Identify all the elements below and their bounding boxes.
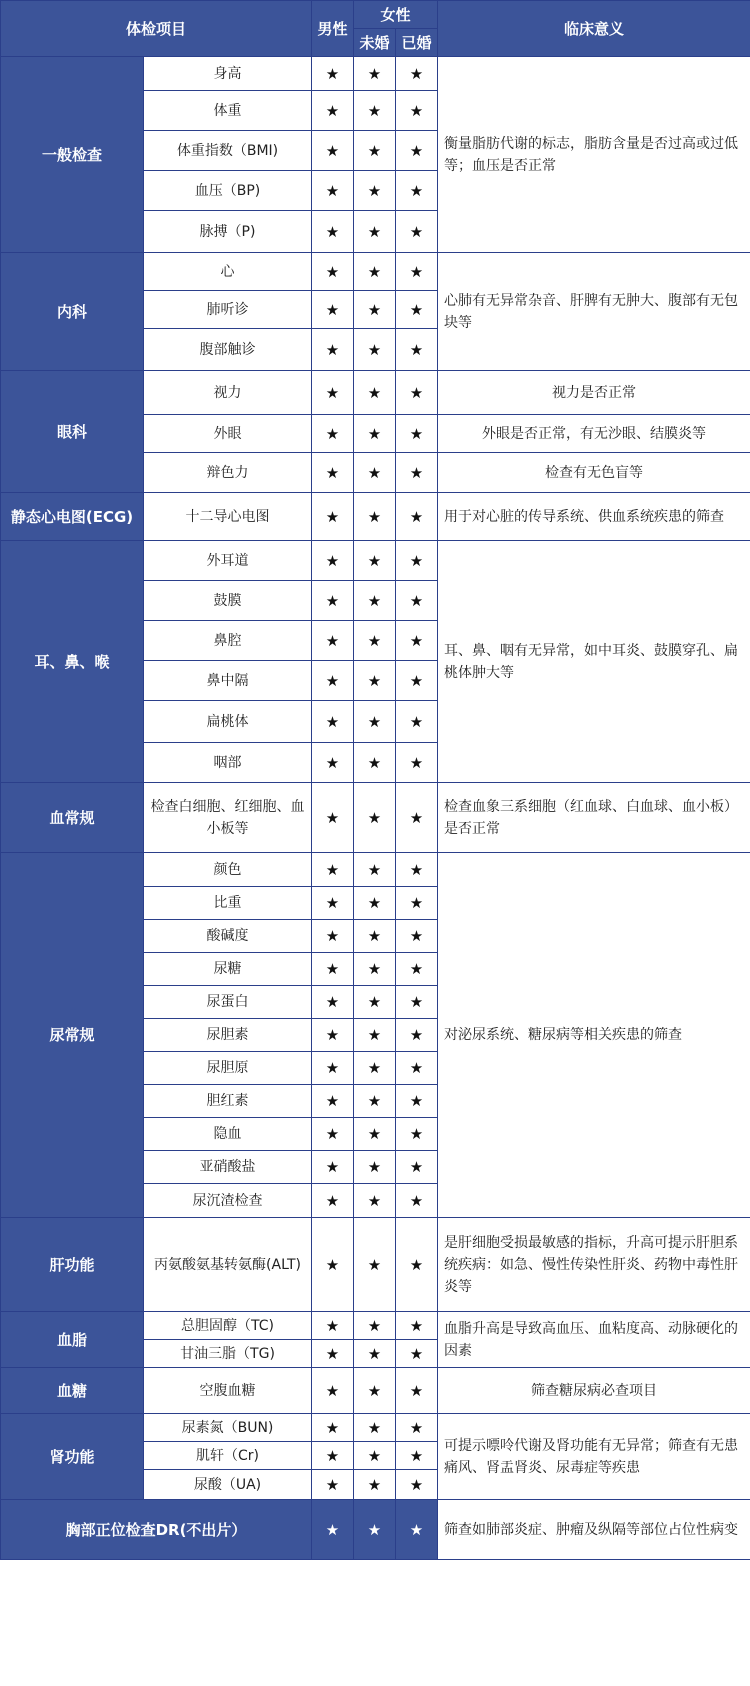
star-married: ★	[396, 920, 438, 953]
star-married: ★	[396, 1019, 438, 1052]
star-male: ★	[312, 1052, 354, 1085]
star-unmarried: ★	[354, 986, 396, 1019]
star-male: ★	[312, 1470, 354, 1500]
star-unmarried: ★	[354, 91, 396, 131]
item-cell: 检查白细胞、红细胞、血小板等	[144, 783, 312, 853]
star-male: ★	[312, 581, 354, 621]
star-married: ★	[396, 581, 438, 621]
star-unmarried: ★	[354, 493, 396, 541]
table-row	[1, 541, 750, 581]
table-row	[1, 1312, 750, 1340]
item-cell: 尿糖	[144, 953, 312, 986]
star-unmarried: ★	[354, 1414, 396, 1442]
star-married: ★	[396, 887, 438, 920]
star-unmarried: ★	[354, 541, 396, 581]
item-cell: 扁桃体	[144, 701, 312, 743]
table-row	[1, 1368, 750, 1414]
star-married: ★	[396, 541, 438, 581]
star-married: ★	[396, 661, 438, 701]
star-unmarried: ★	[354, 621, 396, 661]
star-married: ★	[396, 1151, 438, 1184]
star-male: ★	[312, 1019, 354, 1052]
star-male: ★	[312, 1340, 354, 1368]
star-male: ★	[312, 371, 354, 415]
star-unmarried: ★	[354, 57, 396, 91]
item-cell: 颜色	[144, 853, 312, 887]
star-male: ★	[312, 211, 354, 253]
star-married: ★	[396, 1118, 438, 1151]
item-cell: 辩色力	[144, 453, 312, 493]
star-unmarried: ★	[354, 743, 396, 783]
meaning-cell: 检查血象三系细胞（红血球、白血球、血小板）是否正常	[438, 783, 750, 853]
item-cell: 身高	[144, 57, 312, 91]
star-unmarried: ★	[354, 1368, 396, 1414]
star-male: ★	[312, 853, 354, 887]
item-cell: 总胆固醇（TC)	[144, 1312, 312, 1340]
star-unmarried: ★	[354, 1470, 396, 1500]
table-row	[1, 253, 750, 291]
category-cell: 静态心电图(ECG)	[1, 493, 144, 541]
star-male: ★	[312, 1368, 354, 1414]
star-unmarried: ★	[354, 783, 396, 853]
header-meaning: 临床意义	[438, 1, 750, 57]
item-cell: 体重	[144, 91, 312, 131]
meaning-cell: 检查有无色盲等	[438, 453, 750, 493]
item-cell: 酸碱度	[144, 920, 312, 953]
star-male: ★	[312, 57, 354, 91]
star-married: ★	[396, 415, 438, 453]
item-cell: 比重	[144, 887, 312, 920]
item-cell: 鼻中隔	[144, 661, 312, 701]
star-male: ★	[312, 621, 354, 661]
star-unmarried: ★	[354, 1085, 396, 1118]
star-married: ★	[396, 743, 438, 783]
category-cell: 肾功能	[1, 1414, 144, 1500]
item-cell: 十二导心电图	[144, 493, 312, 541]
star-married: ★	[396, 211, 438, 253]
item-cell: 肺听诊	[144, 291, 312, 329]
table-row	[1, 1500, 750, 1560]
star-married: ★	[396, 371, 438, 415]
star-male: ★	[312, 453, 354, 493]
star-married: ★	[396, 1340, 438, 1368]
star-unmarried: ★	[354, 581, 396, 621]
meaning-cell: 外眼是否正常，有无沙眼、结膜炎等	[438, 415, 750, 453]
star-unmarried: ★	[354, 661, 396, 701]
item-cell: 尿蛋白	[144, 986, 312, 1019]
star-married: ★	[396, 1312, 438, 1340]
star-male: ★	[312, 1218, 354, 1312]
item-cell: 甘油三脂（TG)	[144, 1340, 312, 1368]
star-unmarried: ★	[354, 329, 396, 371]
star-married: ★	[396, 953, 438, 986]
star-married: ★	[396, 1442, 438, 1470]
star-unmarried: ★	[354, 1312, 396, 1340]
star-male: ★	[312, 1118, 354, 1151]
star-unmarried: ★	[354, 1019, 396, 1052]
star-male: ★	[312, 1085, 354, 1118]
star-unmarried: ★	[354, 701, 396, 743]
table-row	[1, 1218, 750, 1312]
category-cell: 眼科	[1, 371, 144, 493]
star-married: ★	[396, 701, 438, 743]
header-female: 女性	[354, 1, 438, 29]
star-male: ★	[312, 1442, 354, 1470]
star-male: ★	[312, 541, 354, 581]
category-cell: 肝功能	[1, 1218, 144, 1312]
star-male: ★	[312, 743, 354, 783]
item-cell: 尿胆素	[144, 1019, 312, 1052]
item-cell: 尿酸（UA)	[144, 1470, 312, 1500]
star-married: ★	[396, 1218, 438, 1312]
header-married: 已婚	[396, 29, 438, 57]
star-male: ★	[312, 783, 354, 853]
star-married: ★	[396, 1368, 438, 1414]
star-male: ★	[312, 493, 354, 541]
star-male: ★	[312, 171, 354, 211]
star-male: ★	[312, 701, 354, 743]
star-married: ★	[396, 1184, 438, 1218]
star-unmarried: ★	[354, 1442, 396, 1470]
star-unmarried: ★	[354, 415, 396, 453]
item-cell: 鼓膜	[144, 581, 312, 621]
star-married: ★	[396, 493, 438, 541]
star-married: ★	[396, 171, 438, 211]
star-married: ★	[396, 1500, 438, 1560]
item-cell: 尿沉渣检查	[144, 1184, 312, 1218]
star-unmarried: ★	[354, 1151, 396, 1184]
table-row	[1, 371, 750, 415]
star-married: ★	[396, 57, 438, 91]
star-unmarried: ★	[354, 453, 396, 493]
star-married: ★	[396, 1052, 438, 1085]
star-male: ★	[312, 986, 354, 1019]
star-male: ★	[312, 329, 354, 371]
meaning-cell: 对泌尿系统、糖尿病等相关疾患的筛查	[438, 853, 750, 1218]
star-unmarried: ★	[354, 371, 396, 415]
star-unmarried: ★	[354, 291, 396, 329]
table-row	[1, 783, 750, 853]
star-married: ★	[396, 253, 438, 291]
item-cell: 血压（BP)	[144, 171, 312, 211]
item-cell: 丙氨酸氨基转氨酶(ALT)	[144, 1218, 312, 1312]
star-male: ★	[312, 920, 354, 953]
table-row	[1, 1414, 750, 1442]
star-unmarried: ★	[354, 1184, 396, 1218]
category-cell: 血糖	[1, 1368, 144, 1414]
item-cell: 外眼	[144, 415, 312, 453]
item-cell: 肌轩（Cr)	[144, 1442, 312, 1470]
star-male: ★	[312, 253, 354, 291]
table-row	[1, 493, 750, 541]
table-row	[1, 853, 750, 887]
star-unmarried: ★	[354, 1340, 396, 1368]
item-cell: 咽部	[144, 743, 312, 783]
meaning-cell: 血脂升高是导致高血压、血粘度高、动脉硬化的因素	[438, 1312, 750, 1368]
category-cell: 血常规	[1, 783, 144, 853]
star-married: ★	[396, 291, 438, 329]
meaning-cell: 筛查糖尿病必查项目	[438, 1368, 750, 1414]
star-male: ★	[312, 1500, 354, 1560]
star-male: ★	[312, 1312, 354, 1340]
star-married: ★	[396, 329, 438, 371]
star-married: ★	[396, 1470, 438, 1500]
star-unmarried: ★	[354, 1118, 396, 1151]
star-married: ★	[396, 1085, 438, 1118]
star-unmarried: ★	[354, 920, 396, 953]
category-cell: 尿常规	[1, 853, 144, 1218]
star-male: ★	[312, 291, 354, 329]
table-body	[1, 57, 750, 1560]
item-cell: 亚硝酸盐	[144, 1151, 312, 1184]
item-cell: 隐血	[144, 1118, 312, 1151]
meaning-cell: 筛查如肺部炎症、肿瘤及纵隔等部位占位性病变	[438, 1500, 750, 1560]
header-unmarried: 未婚	[354, 29, 396, 57]
item-cell: 尿胆原	[144, 1052, 312, 1085]
item-cell: 体重指数（BMI)	[144, 131, 312, 171]
star-married: ★	[396, 453, 438, 493]
item-cell: 心	[144, 253, 312, 291]
meaning-cell: 用于对心脏的传导系统、供血系统疾患的筛查	[438, 493, 750, 541]
star-unmarried: ★	[354, 1500, 396, 1560]
star-male: ★	[312, 1151, 354, 1184]
item-cell: 腹部触诊	[144, 329, 312, 371]
star-unmarried: ★	[354, 1218, 396, 1312]
star-male: ★	[312, 415, 354, 453]
star-male: ★	[312, 1184, 354, 1218]
star-unmarried: ★	[354, 1052, 396, 1085]
category-cell: 内科	[1, 253, 144, 371]
star-married: ★	[396, 986, 438, 1019]
header-male: 男性	[312, 1, 354, 57]
category-cell: 血脂	[1, 1312, 144, 1368]
star-unmarried: ★	[354, 253, 396, 291]
star-married: ★	[396, 853, 438, 887]
star-unmarried: ★	[354, 211, 396, 253]
item-cell: 胆红素	[144, 1085, 312, 1118]
item-cell: 鼻腔	[144, 621, 312, 661]
star-married: ★	[396, 783, 438, 853]
star-male: ★	[312, 887, 354, 920]
item-cell: 视力	[144, 371, 312, 415]
meaning-cell: 视力是否正常	[438, 371, 750, 415]
star-male: ★	[312, 91, 354, 131]
item-cell: 空腹血糖	[144, 1368, 312, 1414]
meaning-cell: 耳、鼻、咽有无异常，如中耳炎、鼓膜穿孔、扁桃体肿大等	[438, 541, 750, 783]
category-cell: 耳、鼻、喉	[1, 541, 144, 783]
category-cell: 一般检查	[1, 57, 144, 253]
item-cell: 尿素氮（BUN)	[144, 1414, 312, 1442]
star-male: ★	[312, 953, 354, 986]
star-unmarried: ★	[354, 131, 396, 171]
star-married: ★	[396, 621, 438, 661]
star-married: ★	[396, 91, 438, 131]
header-item: 体检项目	[1, 1, 312, 57]
star-male: ★	[312, 661, 354, 701]
meaning-cell: 是肝细胞受损最敏感的指标，升高可提示肝胆系统疾病：如急、慢性传染性肝炎、药物中毒性肝炎等	[438, 1218, 750, 1312]
star-married: ★	[396, 1414, 438, 1442]
star-unmarried: ★	[354, 887, 396, 920]
star-male: ★	[312, 1414, 354, 1442]
item-cell: 脉搏（P)	[144, 211, 312, 253]
item-cell: 外耳道	[144, 541, 312, 581]
meaning-cell: 心肺有无异常杂音、肝脾有无肿大、腹部有无包块等	[438, 253, 750, 371]
star-unmarried: ★	[354, 853, 396, 887]
meaning-cell: 可提示嘌呤代谢及肾功能有无异常；筛查有无患痛风、肾盂肾炎、尿毒症等疾患	[438, 1414, 750, 1500]
meaning-cell: 衡量脂肪代谢的标志，脂肪含量是否过高或过低等；血压是否正常	[438, 57, 750, 253]
star-unmarried: ★	[354, 953, 396, 986]
category-cell: 胸部正位检查DR(不出片）	[1, 1500, 312, 1560]
star-married: ★	[396, 131, 438, 171]
star-unmarried: ★	[354, 171, 396, 211]
table-row	[1, 57, 750, 91]
star-male: ★	[312, 131, 354, 171]
